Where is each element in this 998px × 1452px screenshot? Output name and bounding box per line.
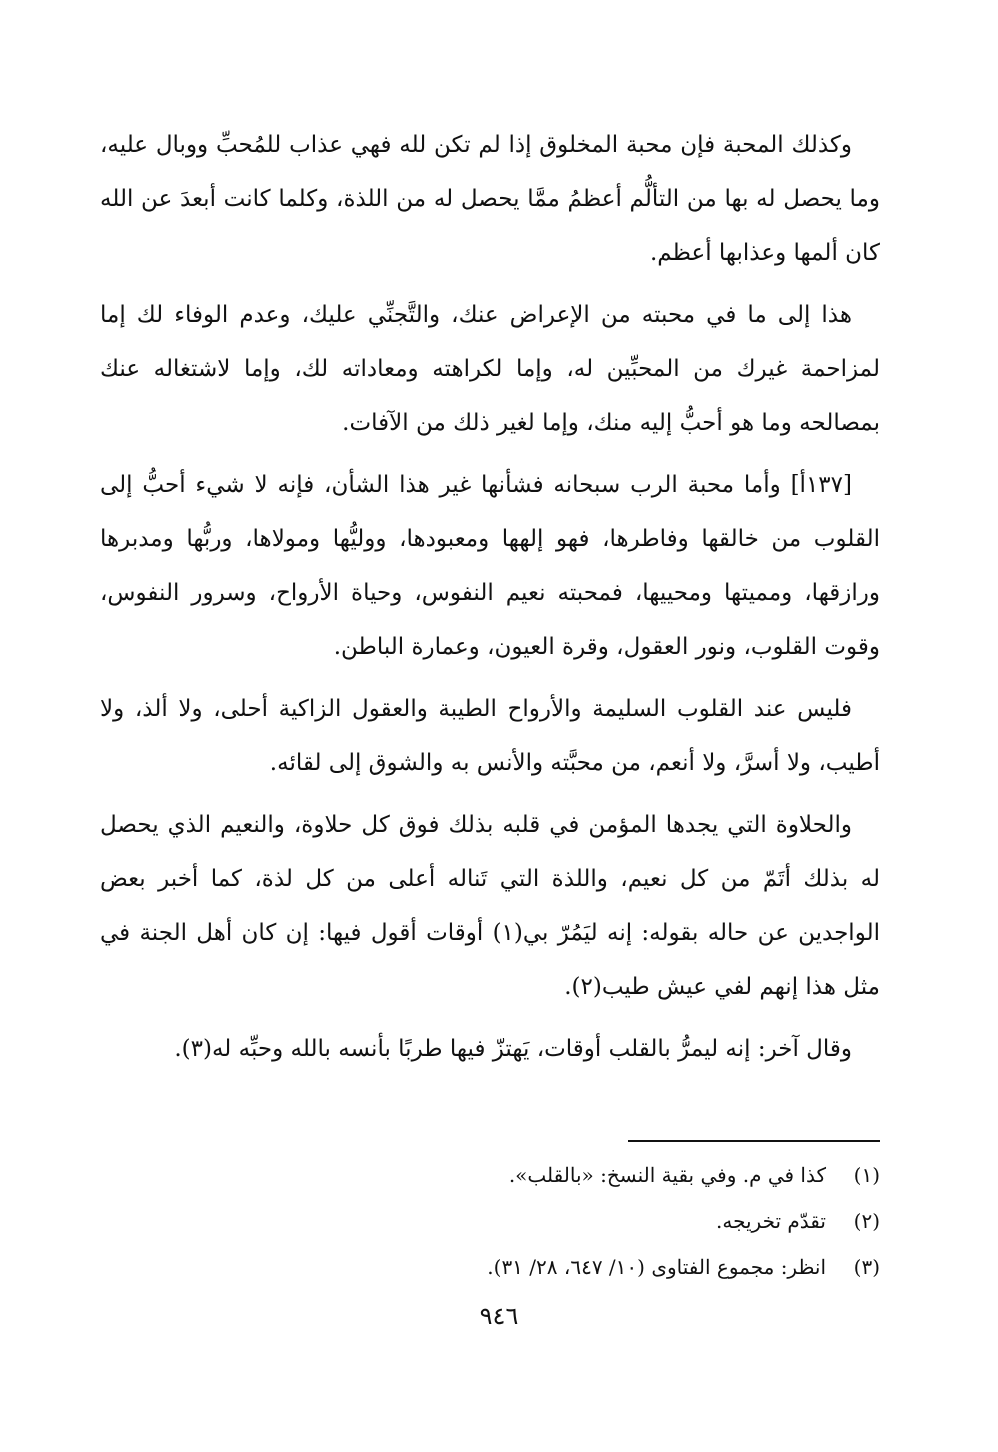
footnote-text: تقدّم تخريجه. — [716, 1209, 826, 1233]
footnote-number: (١) — [853, 1163, 880, 1187]
page-number: ٩٤٦ — [479, 1302, 519, 1330]
paragraph: هذا إلى ما في محبته من الإعراض عنك، والتَّجنِّي عليك، وعدم الوفاء لك إما لمزاحمة غيرك من المحبِّين له، وإما لكراهته ومعاداته لك، وإما لاشتغاله عنك بمصالحه وما هو أحبُّ إليه منك، وإما لغير ذلك من الآفات. — [100, 302, 880, 436]
paragraph: وقال آخر: إنه ليمرُّ بالقلب أوقات، يَهتزّ فيها طربًا بأنسه بالله وحبِّه له(٣). — [174, 1036, 852, 1062]
paragraph: وكذلك المحبة فإن محبة المخلوق إذا لم تكن لله فهي عذاب للمُحبِّ ووبال عليه، وما يحصل له بها من التألُّم أعظمُ ممَّا يحصل له من اللذة، وكلما كانت أبعدَ عن الله كان ألمها وعذابها أعظم. — [100, 132, 880, 266]
footnote-number: (٣) — [853, 1255, 880, 1279]
footnote — [100, 1244, 880, 1290]
paragraph: فليس عند القلوب السليمة والأرواح الطيبة والعقول الزاكية أحلى، ولا ألذ، ولا أطيب، ولا أسرَّ، ولا أنعم، من محبَّته والأنس به والشوق إلى لقائه. — [100, 696, 880, 776]
paragraph: [١٣٧أ] وأما محبة الرب سبحانه فشأنها غير هذا الشأن، فإنه لا شيء أحبُّ إلى القلوب من خالقها وفاطرها، فهو إلهها ومعبودها، ووليُّها ومولاها، وربُّها ومدبرها ورازقها، ومميتها ومحييها، فمحبته نعيم النفوس، وحياة الأرواح، وسرور النفوس، وقوت القلوب، ونور العقول، وقرة العيون، وعمارة الباطن. — [100, 472, 880, 660]
footnote — [100, 1152, 880, 1198]
footnote-text: كذا في م. وفي بقية النسخ: «بالقلب». — [508, 1163, 826, 1187]
footnote-text: انظر: مجموع الفتاوى (١٠/ ٦٤٧، ٢٨/ ٣١). — [487, 1255, 826, 1279]
main-text — [100, 118, 880, 1084]
footnotes — [100, 1152, 880, 1290]
paragraph: والحلاوة التي يجدها المؤمن في قلبه بذلك فوق كل حلاوة، والنعيم الذي يحصل له بذلك أتَمّ من كل نعيم، واللذة التي تَناله أعلى من كل لذة، كما أخبر بعض الواجدين عن حاله بقوله: إنه ليَمُرّ بي(١) أوقات أقول فيها: إن كان أهل الجنة في مثل هذا إنهم لفي عيش طيب(٢). — [100, 812, 880, 1000]
footnote-number: (٢) — [853, 1209, 880, 1233]
footnote-separator — [628, 1140, 880, 1142]
footnote — [100, 1198, 880, 1244]
